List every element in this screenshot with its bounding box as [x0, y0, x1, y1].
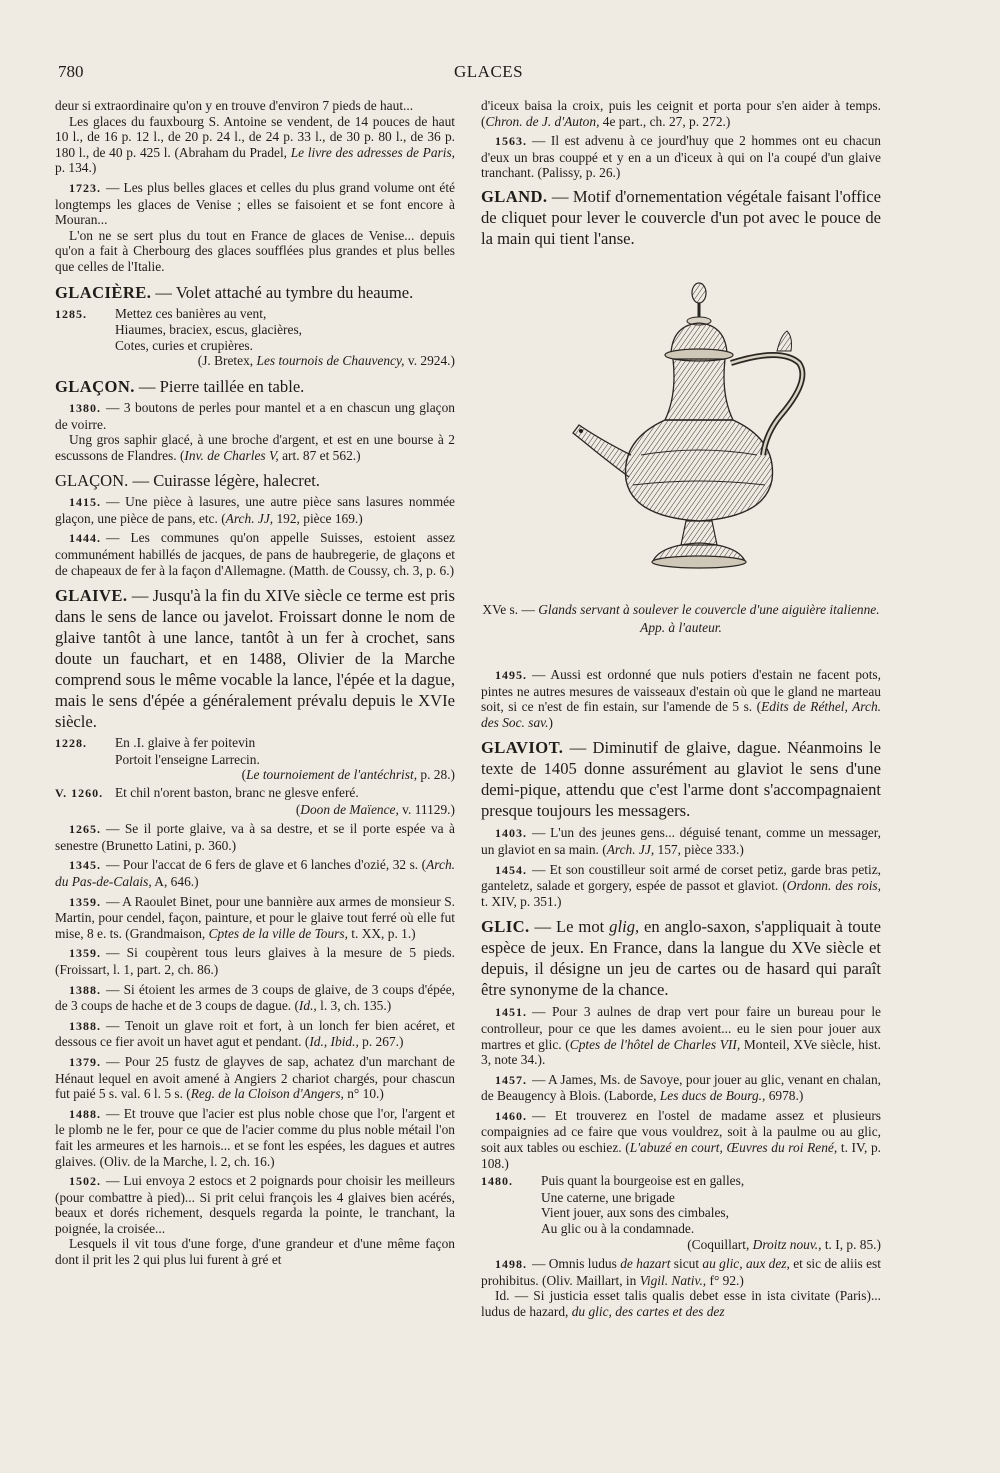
entry-1379: 1379. — Pour 25 fustz de glayves de sap, achatez d'un marchant de Hénaut lequel en avoit amené à Angiers 2 chariot chargés, pour chascun fut paié 5 s. val. 6 l. 5 s. (Reg. de la Cloison d'Angers, n° 10.)	[55, 1053, 455, 1102]
paragraph: Id. — Si justicia esset talis qualis debet esse in ista civitate (Paris)... ludus de hazard, du glic, des cartes et des dez	[481, 1288, 881, 1319]
entry-1488: 1488. — Et trouve que l'acier est plus noble chose que l'or, l'argent et le plomb ne le fer, pour ce que de l'acier comme du plus noble métail l'on fait les armeures et les harnois... et se font les espées, les dagues et autres glaives. (Oliv. de la Marche, l. 2, ch. 16.)	[55, 1105, 455, 1169]
entry-1460: 1460. — Et trouverez en l'ostel de madame assez et plusieurs compaignies ad ce faire que vous vouldrez, soit à la paulme ou au glic, soit aux tables ou eschiez. (L'abuzé en court, Œuvres du roi René, t. IV, p. 108.)	[481, 1107, 881, 1171]
entry-1723: 1723. — Les plus belles glaces et celles du plus grand volume ont été longtemps les glaces de Venise ; elles se faisoient et se font encore à Mouran...	[55, 179, 455, 228]
headword-glaviot: GLAVIOT. — Diminutif de glaive, dague. Néanmoins le texte de 1405 donne assurément au glaviot le sens d'une demi-pique, attendu que c'est l'arme dont s'accompagnaient presque toujours les messagers.	[481, 738, 881, 821]
entry-1563: 1563. — Il est advenu à ce jourd'huy que 2 hommes ont eu chacun d'eux un bras couppé et y en a un d'iceux à qui on l'a coupé d'un glaive tranchant. (Palissy, p. 26.)	[481, 133, 881, 181]
entry-1265: 1265. — Se il porte glaive, va à sa destre, et se il porte espée va à senestre (Brunetto Latini, p. 360.)	[55, 821, 455, 853]
paragraph: d'iceux baisa la croix, puis les ceignit et porta pour s'en aider à temps. (Chron. de J. d'Auton, 4e part., ch. 27, p. 272.)	[481, 98, 881, 129]
right-column	[481, 98, 881, 1320]
running-head: GLACES	[454, 62, 524, 81]
entry-1403: 1403. — L'un des jeunes gens... déguisé tenant, comme un messager, un glaviot en sa main. (Arch. JJ, 157, pièce 333.)	[481, 825, 881, 857]
entry-1345: 1345. — Pour l'accat de 6 fers de glave et 6 lanches d'ozié, 32 s. (Arch. du Pas-de-Calais, A, 646.)	[55, 857, 455, 889]
entry-1388b: 1388. — Tenoit un glave roit et fort, à un lonch fer bien acéret, et dessous ce fier avoit un havet agut et pendant. (Id., Ibid., p. 267.)	[55, 1017, 455, 1050]
entry-1498: 1498. — Omnis ludus de hazart sicut au glic, aux dez, et sic de aliis est prohibitus. (Oliv. Maillart, in Vigil. Nativ., f° 92.)	[481, 1256, 881, 1288]
entry-1444: 1444. — Les communes qu'on appelle Suisses, estoient assez communément habillés de jacques, de pans de haubregerie, de glaçons et de chapeaux de fer à la façon d'Allemagne. (Matth. de Coussy, ch. 3, p. 6.)	[55, 530, 455, 578]
entry-1359a: 1359. — A Raoulet Binet, pour une bannière aux armes de monsieur S. Martin, pour cendel, façon, painture, et pour le glaive tout ferré où elle fut mise, 8 e. ts. (Grandmaison, Cptes de la ville de Tours, t. XX, p. 1.)	[55, 893, 455, 941]
left-column	[55, 98, 455, 1268]
page-number: 780	[58, 62, 84, 81]
entry-1457: 1457. — A James, Ms. de Savoye, pour jouer au glic, venant en chalan, de Beaugency à Blois. (Laborde, Les ducs de Bourg., 6978.)	[481, 1071, 881, 1104]
verse-1285: 1285. Mettez ces banières au vent, Hiaumes, braciex, escus, glacières, Cotes, curies et crupières. (J. Bretex, Les tournois de Chauvency, v. 2924.)	[55, 305, 455, 369]
verse-1480: 1480. Puis quant la bourgeoise est en galles, Une caterne, une brigade Vient jouer, aux sons des cimbales, Au glic ou à la condamnade. (Coquillart, Droitz nouv., t. I, p. 85.)	[481, 1173, 881, 1252]
entry-1495: 1495. — Aussi est ordonné que nuls potiers d'estain ne facent pots, pintes ne autres mesures de vaisseaux d'estain où que le gland ne marteau soit, si ce n'est de fin estain, sur l'amende de 5 s. (Edits de Réthel, Arch. des Soc. sav.)	[481, 666, 881, 730]
entry-1454: 1454. — Et son coustilleur soit armé de corset petiz, garde bras petiz, ganteletz, salade et gorgery, espée de passot et glaviot. (Ordonn. des rois, t. XIV, p. 351.)	[481, 861, 881, 909]
entry-1359b: 1359. — Si coupèrent tous leurs glaives à la mesure de 5 pieds. (Froissart, l. 1, part. 2, ch. 86.)	[55, 945, 455, 977]
entry-1380: 1380. — 3 boutons de perles pour mantel et a en chascun ung glaçon de voirre.	[55, 399, 455, 432]
headword-gland: GLAND. — Motif d'ornementation végétale faisant l'office de cliquet pour lever le couvercle d'un pot avec le pouce de la main qui tient l'anse.	[481, 186, 881, 248]
entry-1415: 1415. — Une pièce à lasures, une autre pièce sans lasures nommée glaçon, une pièce de pans, etc. (Arch. JJ, 192, pièce 169.)	[55, 494, 455, 526]
paragraph: Lesquels il vit tous d'une forge, d'une grandeur et d'une même façon dont il prit les 2 qui plus lui furent à gré et	[55, 1236, 455, 1268]
entry-1388a: 1388. — Si étoient les armes de 3 coups de glaive, de 3 coups d'épée, de 3 coups de hache et de 3 coups de dague. (Id., l. 3, ch. 135.)	[55, 981, 455, 1014]
figure-caption: XVe s. — Glands servant à soulever le couvercle d'une aiguière italienne. App. à l'auteur.	[482, 601, 880, 635]
paragraph: deur si extraordinaire qu'on y en trouve d'environ 7 pieds de haut...	[55, 98, 414, 113]
paragraph: Ung gros saphir glacé, à une broche d'argent, et est en une bourse à 2 escussons de Flandres. (Inv. de Charles V, art. 87 et 562.)	[55, 432, 455, 463]
headword-glacon-2: GLAÇON. — Cuirasse légère, halecret.	[55, 471, 320, 491]
headword-glic: GLIC. — Le mot glig, en anglo-saxon, s'appliquait à toute espèce de jeux. En France, dans la langue du XVe siècle et depuis, il désigne un jeu de cartes ou de hasard qui paraît être synonyme de la chance.	[481, 917, 881, 1000]
entry-1502: 1502. — Lui envoya 2 estocs et 2 poignards pour choisir les meilleurs (pour combattre à pied)... Si prit celui françois les 4 glaives bien acérés, beaux et dorés richement, desquels regarda la pointe, le tranchant, la poignée, la croisée...	[55, 1173, 455, 1236]
ewer-engraving-image	[481, 255, 881, 595]
headword-glaciere: GLACIÈRE. — Volet attaché au tymbre du heaume.	[55, 282, 414, 302]
paragraph: Les glaces du fauxbourg S. Antoine se vendent, de 14 pouces de haut 10 l., de 16 p. 12 l., de 20 p. 24 l., de 24 p. 33 l., de 30 p. 80 l., de 36 p. 180 l., de 40 p. 425 l. (Abraham du Pradel, Le livre des adresses de Paris, p. 134.)	[55, 113, 456, 176]
verse-1260: V. 1260. Et chil n'orent baston, branc ne glesve enferé. (Doon de Maïence, v. 11129.)	[55, 785, 455, 817]
entry-1451: 1451. — Pour 3 aulnes de drap vert pour faire un bureau pour le controlleur, pour ce que les dames avoient... eu le sien pour jouer aux martres et glic. (Cptes de l'hôtel de Charles VII, Monteil, XVe siècle, hist. 3, note 34.).	[481, 1004, 881, 1068]
paragraph: L'on ne se sert plus du tout en France de glaces de Venise... depuis qu'on a fait à Cherbourg des glaces soufflées plus grandes et plus belles que celles de l'Italie.	[55, 227, 455, 274]
ewer-illustration	[481, 255, 881, 595]
headword-glaive: GLAIVE. — Jusqu'à la fin du XIVe siècle ce terme est pris dans le sens de lance ou javelot. Froissart donne le nom de glaive tantôt à une lance, tantôt à un fer à crochet, sans doute un fauchart, et en 1488, Olivier de la Marche comprend sous le même vocable la lance, l'épée et la dague, mais le sens d'épée a généralement prévalu depuis le XVIe siècle.	[55, 586, 455, 732]
headword-glacon-1: GLAÇON. — Pierre taillée en table.	[55, 376, 305, 396]
verse-1228: 1228. En .I. glaive à fer poitevin Portoit l'enseigne Larrecin. (Le tournoiement de l'antéchrist, p. 28.)	[55, 735, 455, 783]
